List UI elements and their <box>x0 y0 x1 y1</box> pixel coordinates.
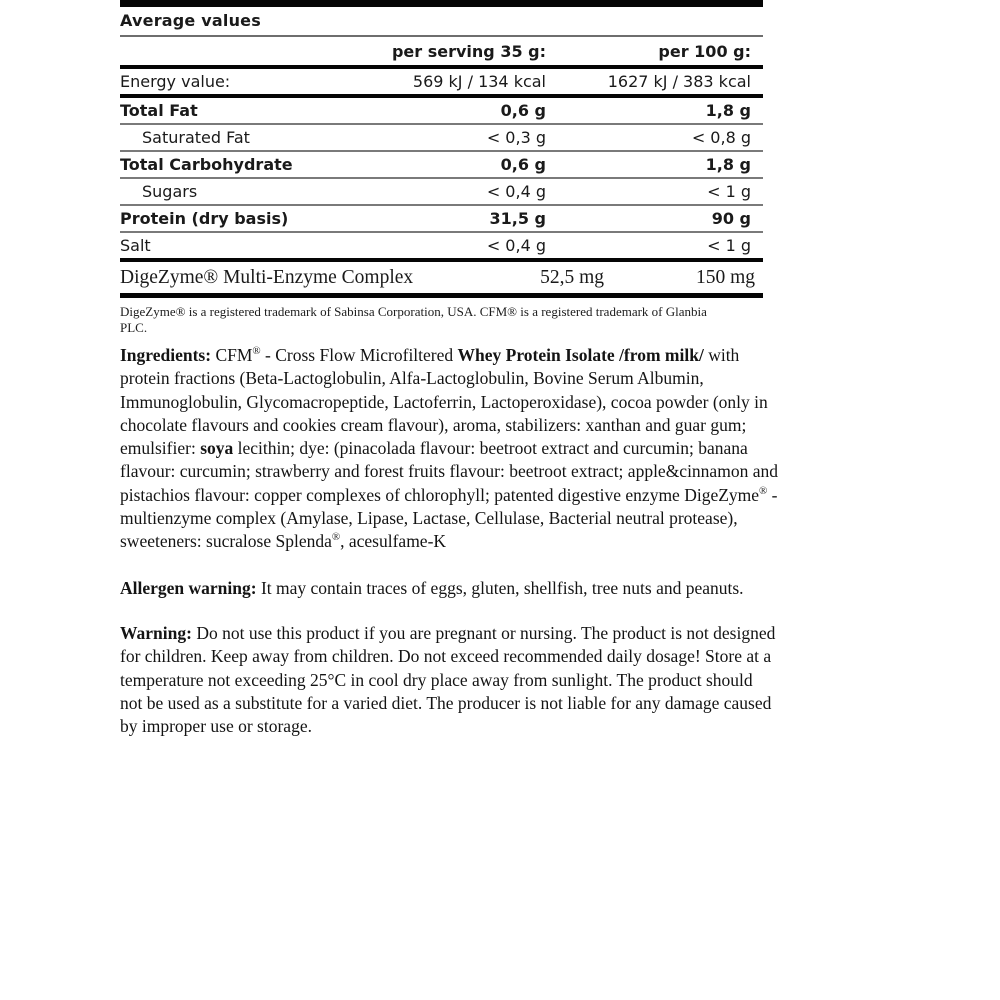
value-per-100g: 90 g <box>711 209 751 228</box>
value-per-100g: < 1 g <box>707 236 751 255</box>
row-label: Total Carbohydrate <box>120 155 293 174</box>
value-per-serving: < 0,3 g <box>486 128 546 147</box>
row-label: Sugars <box>142 182 198 201</box>
table-header-row <box>120 37 763 69</box>
value-per-100g: 1,8 g <box>705 155 751 174</box>
table-row-energy <box>120 69 763 98</box>
table-row-sugars <box>120 179 763 206</box>
value-per-serving: 31,5 g <box>489 209 546 228</box>
row-label: Salt <box>120 236 151 255</box>
row-label: Total Fat <box>120 101 198 120</box>
table-row-salt <box>120 233 763 262</box>
ingredients-paragraph: Ingredients: CFM® - Cross Flow Microfiltered Whey Protein Isolate /from milk/ with protein fractions (Beta-Lactoglobulin, Alfa-Lactoglobulin, Bovine Serum Albumin, Immunoglobulin, Glycomacropeptide, Lactoferrin, Lactoperoxidase), cocoa powder (only in chocolate flavours and cookies cream flavour), aroma, stabilizers: xanthan and guar gum; emulsifier: soya lecithin; dye: (pinacolada flavour: beetroot extract and curcumin; banana flavour: curcumin; strawberry and forest fruits flavour: beetroot extract; apple&cinnamon and pistachios flavour: copper complexes of chlorophyll; patented digestive enzyme DigeZyme® - multienzyme complex (Amylase, Lipase, Lactase, Cellulase, Bacterial neutral protease), sweeteners: sucralose Splenda®, acesulfame-K <box>120 345 778 552</box>
value-per-serving: < 0,4 g <box>486 182 546 201</box>
value-per-100g: < 1 g <box>707 182 751 201</box>
value-per-100g: < 0,8 g <box>691 128 751 147</box>
warning-paragraph: Warning: Do not use this product if you are pregnant or nursing. The product is not designed for children. Keep away from children. Do not exceed recommended daily dosage! Store at a temperature not exceeding 25°C in cool dry place away from sunlight. The product should not be used as a substitute for a varied diet. The producer is not liable for any damage caused by improper use or storage. <box>120 623 776 737</box>
table-row-total-carbohydrate <box>120 152 763 179</box>
header-spacer <box>120 42 386 61</box>
row-label: Saturated Fat <box>142 128 250 147</box>
row-label: Protein (dry basis) <box>120 209 289 228</box>
value-per-serving: 0,6 g <box>500 101 546 120</box>
table-top-bar <box>120 0 763 7</box>
value-per-100g: 150 mg <box>695 266 755 288</box>
header-per-100g: per 100 g: <box>658 42 751 61</box>
table-row-total-fat <box>120 98 763 125</box>
trademark-disclaimer: DigeZyme® is a registered trademark of Sabinsa Corporation, USA. CFM® is a registered trademark of Glanbia PLC. <box>120 304 707 335</box>
table-row-saturated-fat <box>120 125 763 152</box>
row-label: DigeZyme® Multi-Enzyme Complex <box>120 266 414 288</box>
value-per-serving: 569 kJ / 134 kcal <box>412 72 546 91</box>
value-per-100g: 1627 kJ / 383 kcal <box>607 72 751 91</box>
value-per-serving: 52,5 mg <box>540 266 604 288</box>
nutrition-table <box>120 0 763 335</box>
header-per-serving: per serving 35 g: <box>391 42 546 61</box>
table-row-digezyme-complex <box>120 262 763 298</box>
value-per-100g: 1,8 g <box>705 101 751 120</box>
table-title: Average values <box>120 11 763 37</box>
row-label: Energy value: <box>120 72 231 91</box>
value-per-serving: 0,6 g <box>500 155 546 174</box>
table-row-protein <box>120 206 763 233</box>
value-per-serving: < 0,4 g <box>486 236 546 255</box>
allergen-warning-paragraph: Allergen warning: It may contain traces of eggs, gluten, shellfish, tree nuts and peanuts. <box>120 578 744 598</box>
